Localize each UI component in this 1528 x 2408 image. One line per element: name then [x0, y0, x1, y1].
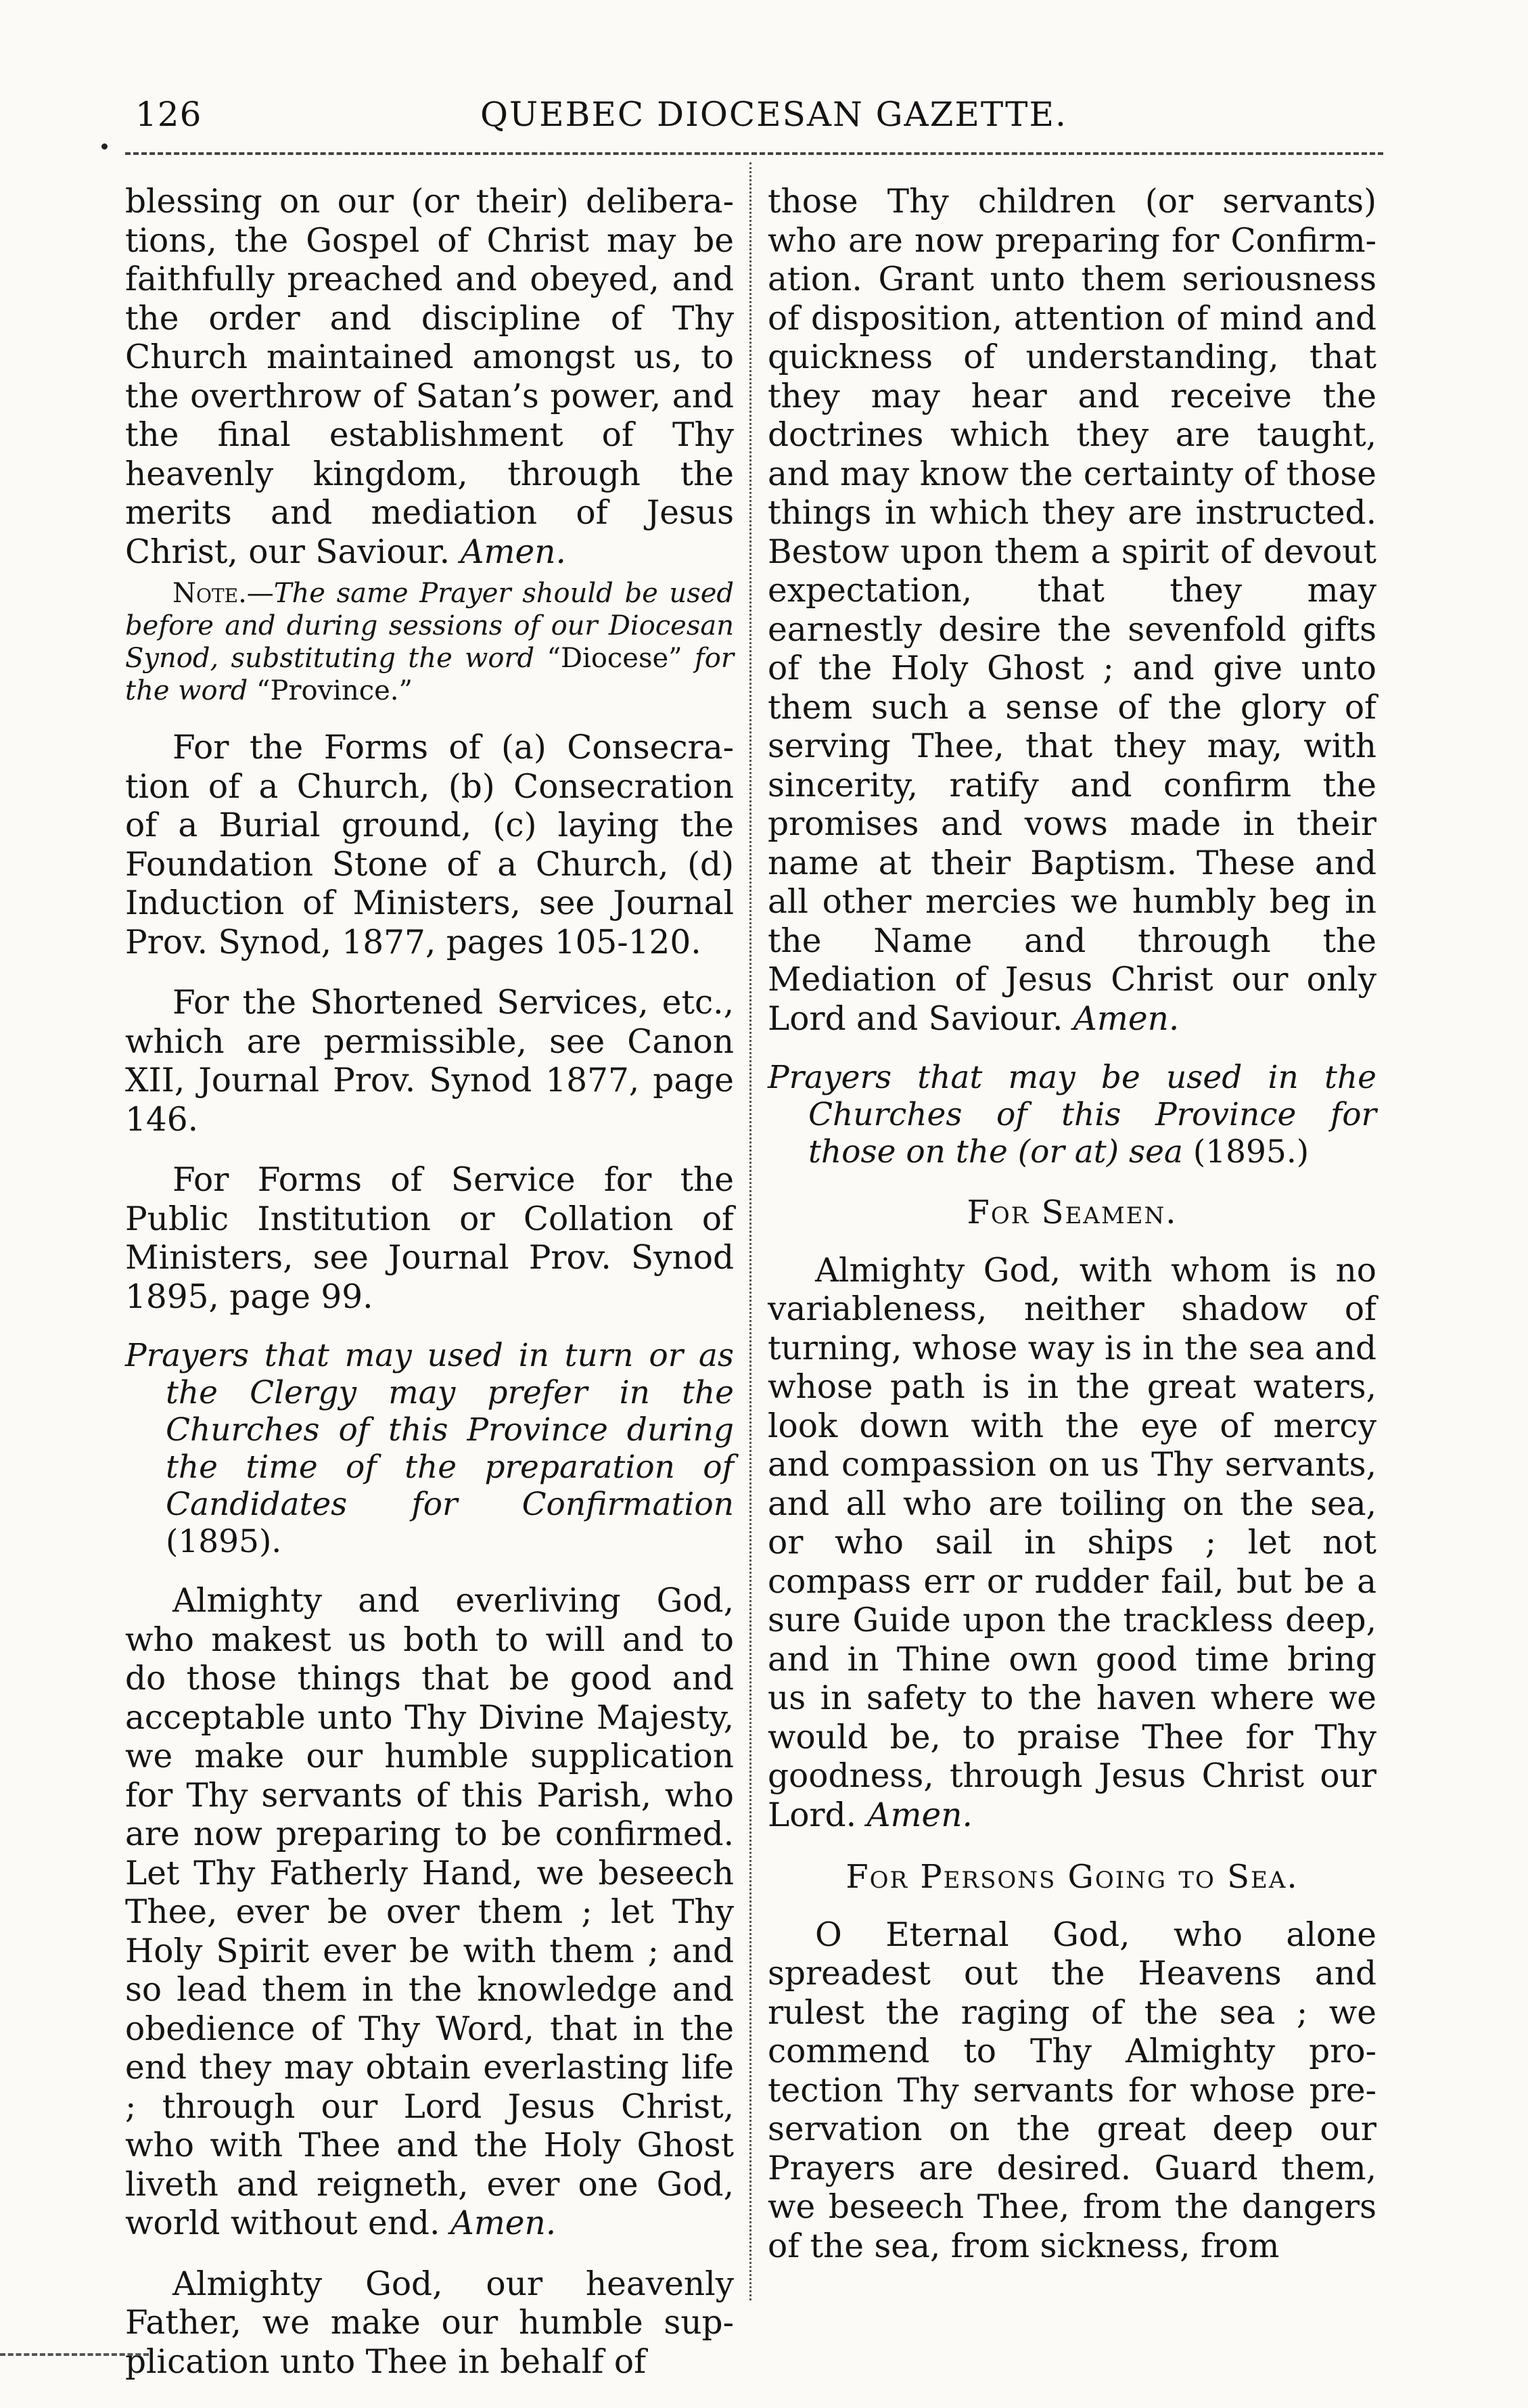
note-word-province: “Province.” [256, 675, 413, 706]
note-text: The same Prayer should be used before and during sessions of our Diocesan Synod, substituting the word [125, 578, 734, 674]
note-word-diocese: “Diocese” [547, 643, 682, 674]
running-title: QUEBEC DIOCESAN GAZETTE. [480, 95, 1067, 134]
page-header [118, 80, 1383, 141]
right-paragraph-2-text: Almighty God, with whom is no variableness, neither shadow of turning, whose way is in the sea and whose path is in the great waters, look down with the eye of mercy and compassion on us Thy servants, and all who are toiling on the sea, or who sail in ships ; let not compass err or rudder fail, but be a sure Guide upon the trackless deep, and in Thine own good time bring us in safety to the haven where we would be, to praise Thee for Thy goodness, through Jesus Christ our Lord. [768, 1251, 1376, 1834]
confirmation-rubric [125, 1337, 734, 1560]
left-paragraph-4: For Forms of Service for the Public Institution or Collation of Ministers, see Journal Prov. Synod 1895, page 99. [125, 1161, 734, 1316]
right-paragraph-1-text: those Thy children (or servants) who are now preparing for Confirmation. Grant unto them seriousness of disposition, attention of mind and quickness of understanding, that they may hear and receive the doctrines which they are taught, and may know the certainty of those things in which they are instructed. Bestow upon them a spirit of devout expectation, that they may earnestly desire the sevenfold gifts of the Holy Ghost ; and give unto them such a sense of the glory of serving Thee, that they may, with sincerity, ratify and confirm the promises and vows made in their name at their Baptism. These and all other mercies we humbly beg in the Name and through the Mediation of Jesus Christ our only Lord and Saviour. [768, 183, 1376, 1038]
left-paragraph-3: For the Shortened Services, etc., which are permissible, see Canon XII, Journal Prov. Synod 1877, page 146. [125, 984, 734, 1139]
right-paragraph-2 [768, 1252, 1376, 1836]
note-label: Note.— [172, 578, 274, 609]
heading-persons-going-to-sea: For Persons Going to Sea. [846, 1858, 1299, 1896]
heading-for-seamen: For Seamen. [967, 1194, 1178, 1231]
footer-rule [0, 2353, 149, 2356]
right-paragraph-3: O Eternal God, who alone spreadest out the Heavens and rulest the raging of the sea ; we commend to Thy Almighty protection Thy servants for whose preservation on the great deep our Prayers are desired. Guard them, we beseech Thee, from the dangers of the sea, from sickness, from [768, 1915, 1376, 2265]
left-paragraph-6: Almighty God, our heavenly Father, we make our humble supplication unto Thee in behalf of [125, 2265, 734, 2381]
left-paragraph-5 [125, 1582, 734, 2244]
amen-1: Amen. [460, 532, 566, 571]
column-divider [749, 162, 751, 2300]
sea-rubric-year: (1895.) [1193, 1133, 1310, 1171]
left-column [125, 183, 734, 2381]
confirmation-rubric-year: (1895). [166, 1523, 282, 1560]
header-rule [125, 152, 1383, 155]
left-paragraph-1 [125, 183, 734, 572]
sea-rubric-text: Prayers that may be used in the Churches of this Province for those on the (or at) sea [768, 1059, 1376, 1171]
synod-note [125, 577, 734, 707]
note-text-2: for the word [125, 643, 734, 706]
right-paragraph-1 [768, 183, 1376, 1039]
header-bullet [101, 143, 108, 150]
amen-4: Amen. [866, 1796, 973, 1834]
amen-2: Amen. [450, 2204, 557, 2242]
left-paragraph-5-text: Almighty and everliving God, who makest us both to will and to do those things that be good and acceptable unto Thy Divine Majesty, we make our humble supplication for Thy servants of this Parish, who are now preparing to be confirmed. Let Thy Fatherly Hand, we beseech Thee, ever be over them ; let Thy Holy Spirit ever be with them ; and so lead them in the knowledge and obedience of Thy Word, that in the end they may obtain everlasting life ; through our Lord Jesus Christ, who with Thee and the Holy Ghost liveth and reigneth, ever one God, world without end. [125, 1582, 734, 2242]
page-number: 126 [135, 95, 202, 134]
left-paragraph-1-text: blessing on our (or their) deliberations, the Gospel of Christ may be faithfully preached and obeyed, and the order and discipline of Thy Church maintained amongst us, to the overthrow of Satan’s power, and the final establishment of Thy heavenly kingdom, through the merits and mediation of Jesus Christ, our Saviour. [125, 183, 734, 571]
right-column [768, 183, 1376, 2294]
left-paragraph-2: For the Forms of (a) Consecration of a Church, (b) Consecration of a Burial ground, (c) laying the Foundation Stone of a Church, (d) Induction of Ministers, see Journal Prov. Synod, 1877, pages 105-120. [125, 729, 734, 961]
sea-rubric [768, 1059, 1376, 1171]
amen-3: Amen. [1073, 999, 1180, 1038]
confirmation-rubric-text: Prayers that may used in turn or as the Clergy may prefer in the Churches of this Province during the time of the preparation of Candidates for Confirmation [125, 1337, 734, 1523]
